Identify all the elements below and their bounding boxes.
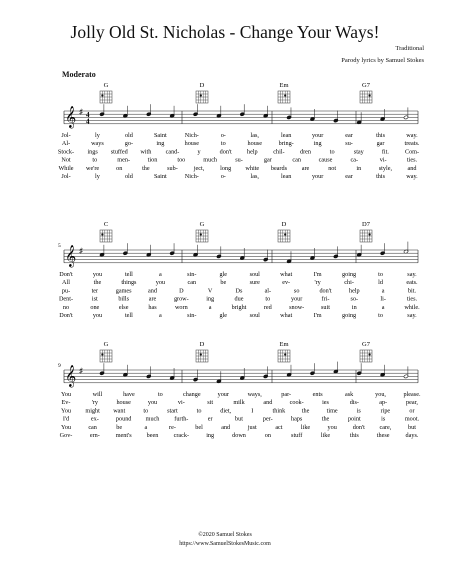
chord-symbol: G	[103, 82, 109, 89]
lyric-syllable: er	[207, 415, 213, 423]
measure-number: 9	[58, 363, 61, 369]
lyric-syllable: D	[179, 287, 184, 295]
lyric-syllable: worn	[174, 303, 188, 311]
lyric-syllable: sure	[249, 279, 260, 287]
lyric-syllable: stay	[353, 148, 364, 156]
lyric-syllable: Saint	[153, 173, 167, 180]
lyric-syllable: days.	[405, 432, 419, 439]
lyric-syllable: we're	[86, 164, 100, 172]
lyric-syllable: to	[143, 407, 149, 415]
lyric-syllable: can	[187, 279, 197, 287]
lyric-syllable: due	[234, 295, 244, 303]
lyric-syllable: 'ry	[314, 279, 321, 287]
lyric-syllable: time	[326, 407, 338, 415]
lyric-syllable: per-	[262, 415, 273, 423]
lyric-syllable: to	[196, 407, 202, 415]
lyric-syllable: you	[327, 423, 337, 431]
lyric-syllable: I'm	[313, 312, 322, 319]
lyric-syllable: cand-	[165, 148, 180, 156]
lyric-syllable: V	[207, 287, 213, 295]
lyric-syllable: your	[311, 132, 324, 139]
lyric-syllable: ties.	[406, 295, 418, 303]
lyric-syllable: lean	[281, 173, 292, 180]
lyric-syllable: too	[177, 156, 186, 164]
lyric-syllable: Nich-	[184, 132, 199, 139]
chord-symbol: C	[103, 221, 109, 228]
lyric-syllable: Dent-	[58, 295, 74, 303]
chord-symbol: G	[199, 221, 205, 228]
treble-clef-icon: 𝄞	[65, 246, 77, 267]
lyric-syllable: care,	[379, 423, 392, 431]
lyric-syllable: style,	[378, 164, 393, 172]
lyric-syllable: what	[280, 312, 293, 319]
lyric-syllable: gar	[263, 156, 272, 164]
lyric-syllable: Al-	[61, 140, 71, 148]
lyric-syllable: I	[251, 407, 254, 415]
composer-credit: Traditional	[395, 45, 424, 52]
lyric-syllable: help	[349, 287, 360, 295]
staff-system	[58, 341, 421, 439]
lyric-syllable: stuffed	[110, 148, 128, 156]
lyric-syllable: no	[62, 303, 70, 311]
staff-system	[58, 221, 420, 319]
lyric-syllable: say.	[407, 312, 417, 319]
lyric-syllable: chil-	[273, 148, 285, 156]
lyric-syllable: things	[121, 279, 137, 287]
lyric-syllable: ripe	[380, 407, 391, 415]
lyric-syllable: su-	[345, 140, 353, 148]
lyric-syllable: I'd	[62, 415, 70, 423]
website-link[interactable]: https://www.SamuelStokesMusic.com	[179, 541, 271, 547]
lyric-syllable: Nich-	[184, 173, 199, 180]
lyric-syllable: to	[265, 295, 271, 303]
lyric-syllable: white	[245, 164, 260, 172]
time-signature: 4	[86, 111, 90, 119]
lyric-syllable: be	[220, 279, 227, 287]
lyric-syllable: pear,	[406, 399, 418, 407]
lyric-syllable: this	[376, 173, 386, 180]
lyric-syllable: las,	[250, 173, 259, 180]
lyric-syllable: a	[381, 287, 385, 295]
lyric-syllable: Gov-	[59, 432, 73, 439]
lyric-syllable: not	[328, 164, 337, 172]
chord-finger-dot	[200, 94, 202, 96]
lyric-syllable: a	[208, 303, 212, 311]
lyric-syllable: to	[157, 391, 163, 398]
chord-symbol: D	[199, 82, 205, 89]
lyric-syllable: don't	[352, 423, 365, 431]
lyric-syllable: much	[203, 156, 218, 164]
lyric-syllable: has	[148, 303, 157, 311]
lyric-syllable: while.	[404, 303, 420, 311]
lyric-syllable: dren	[300, 148, 312, 156]
chord-symbol: G7	[362, 82, 370, 89]
lyric-syllable: these	[376, 432, 390, 439]
lyric-syllable: a	[158, 271, 162, 278]
lyric-syllable: your	[311, 173, 324, 180]
chord-finger-dot	[200, 233, 202, 235]
lyric-syllable: else	[118, 303, 129, 311]
lyric-syllable: on	[264, 432, 271, 439]
lyric-syllable: eats.	[406, 279, 418, 287]
chord-symbol: Em	[279, 341, 289, 348]
lyric-syllable: you	[92, 271, 103, 278]
lyric-syllable: Jol-	[61, 132, 71, 139]
lyric-syllable: ies	[322, 399, 329, 407]
lyric-syllable: with	[140, 148, 152, 156]
lyric-syllable: a	[158, 312, 162, 319]
lyric-syllable: cook-	[289, 399, 304, 407]
lyric-syllable: down	[232, 432, 246, 439]
key-signature-sharp-icon: ♯	[79, 366, 83, 375]
lyric-syllable: Don't	[59, 312, 73, 319]
lyric-syllable: Jol-	[61, 173, 71, 180]
lyric-syllable: beards	[270, 164, 288, 172]
lyric-syllable: ents	[312, 391, 323, 398]
lyric-syllable: li-	[380, 295, 386, 303]
lyric-syllable: and	[221, 423, 231, 431]
lyric-syllable: While	[58, 164, 74, 172]
lyric-syllable: ways,	[247, 391, 262, 398]
lyric-syllable: ev-	[282, 279, 291, 287]
lyric-syllable: want	[113, 407, 126, 415]
lyric-syllable: and	[148, 287, 157, 295]
chord-finger-dot	[101, 94, 103, 96]
lyric-syllable: might	[85, 407, 100, 415]
measure-number: 5	[58, 243, 61, 249]
lyric-syllable: the	[321, 415, 330, 423]
lyric-syllable: a	[381, 303, 385, 311]
time-signature: 4	[86, 117, 90, 126]
lyric-syllable: tion	[147, 156, 158, 164]
lyric-syllable: o-	[220, 173, 226, 180]
lyric-syllable: can	[88, 423, 97, 431]
lyric-syllable: grow-	[173, 295, 189, 303]
lyric-syllable: your	[217, 391, 229, 398]
lyric-syllable: this	[349, 432, 359, 439]
lyric-syllable: to	[92, 156, 98, 164]
lyric-syllable: your	[290, 295, 303, 303]
lyric-syllable: soul	[249, 312, 260, 319]
lyric-syllable: ear	[345, 132, 353, 139]
treble-clef-icon: 𝄞	[65, 366, 77, 387]
lyric-syllable: this	[376, 132, 386, 139]
lyric-syllable: what	[280, 271, 293, 278]
lyric-syllable: help	[246, 148, 258, 156]
lyric-syllable: red	[263, 303, 272, 311]
lyric-syllable: pound	[115, 415, 132, 423]
lyric-syllable: Com-	[404, 148, 420, 156]
lyric-syllable: like	[300, 423, 311, 431]
lyric-syllable: Don't	[59, 271, 73, 278]
lyric-syllable: ties.	[406, 156, 418, 164]
lyric-syllable: been	[146, 432, 159, 439]
lyric-syllable: ings	[87, 148, 98, 156]
lyric-syllable: sin-	[187, 271, 197, 278]
lyric-syllable: al-	[264, 287, 272, 295]
lyric-syllable: can	[292, 156, 301, 164]
lyric-syllable: ex-	[90, 415, 99, 423]
chord-symbol: Em	[279, 82, 289, 89]
lyric-syllable: soul	[249, 271, 260, 278]
lyric-syllable: is	[356, 407, 361, 415]
lyric-syllable: 'ry	[91, 399, 98, 407]
chord-symbol: D7	[362, 221, 370, 228]
lyric-syllable: but	[235, 415, 243, 423]
lyric-syllable: to	[378, 271, 383, 278]
lyric-syllable: don't	[219, 148, 232, 156]
lyric-syllable: go-	[124, 140, 134, 148]
chord-finger-dot	[284, 233, 286, 235]
copyright-notice: ©2020 Samuel Stokes	[198, 532, 252, 538]
lyric-syllable: Saint	[153, 132, 167, 139]
lyric-syllable: ing	[206, 432, 215, 439]
lyric-syllable: and	[263, 399, 273, 407]
chord-finger-dot	[101, 353, 103, 355]
lyric-syllable: ap-	[379, 399, 388, 407]
lyric-syllable: moot.	[404, 415, 420, 423]
lyric-syllable: in	[356, 164, 362, 172]
lyric-syllable: bring-	[278, 140, 294, 148]
chord-finger-dot	[369, 233, 371, 235]
lyric-syllable: don't	[319, 287, 332, 295]
lyric-syllable: gle	[219, 312, 228, 319]
song-title: Jolly Old St. Nicholas - Change Your Ways!	[70, 22, 380, 42]
lyric-syllable: bright	[231, 303, 247, 311]
lyric-syllable: house	[184, 140, 200, 148]
lyric-syllable: much	[145, 415, 160, 423]
chord-finger-dot	[101, 233, 103, 235]
lyric-syllable: You	[60, 407, 72, 415]
lyric-syllable: Stock-	[57, 148, 75, 156]
lyric-syllable: pu-	[61, 287, 71, 295]
lyric-syllable: sin-	[187, 312, 197, 319]
lyric-syllable: ask	[344, 391, 354, 398]
lyric-syllable: ly	[95, 173, 100, 180]
lyric-syllable: one	[90, 303, 100, 311]
chord-symbol: D	[199, 341, 205, 348]
lyric-syllable: old	[124, 132, 133, 139]
lyric-syllable: the	[93, 279, 102, 287]
lyric-syllable: lean	[281, 132, 292, 139]
lyric-syllable: ing	[206, 295, 215, 303]
lyric-syllable: start	[167, 407, 178, 415]
lyric-syllable: su-	[235, 156, 243, 164]
lyric-syllable: and	[407, 164, 417, 172]
lyric-syllable: gle	[219, 271, 228, 278]
lyric-syllable: just	[247, 423, 257, 431]
lyric-syllable: gar	[376, 140, 385, 148]
lyric-syllable: sit	[207, 399, 214, 407]
lyric-syllable: ear	[345, 173, 353, 180]
lyric-syllable: ca-	[350, 156, 359, 164]
chord-finger-dot	[200, 353, 202, 355]
lyric-syllable: is	[381, 415, 386, 423]
lyric-syllable: think	[272, 407, 286, 415]
lyric-syllable: All	[62, 279, 70, 287]
lyric-syllable: house	[247, 140, 262, 148]
lyric-syllable: par-	[281, 391, 292, 398]
lyric-syllable: you,	[375, 391, 386, 398]
lyric-syllable: cause	[318, 156, 333, 164]
lyric-syllable: are	[301, 164, 310, 172]
lyric-syllable: to	[378, 312, 383, 319]
lyric-syllable: long	[220, 164, 232, 172]
lyric-syllable: act	[275, 423, 283, 431]
lyric-syllable: to	[220, 140, 226, 148]
lyric-syllable: haps	[290, 415, 303, 423]
lyric-syllable: men-	[117, 156, 131, 164]
lyric-syllable: ject,	[193, 164, 205, 172]
lyric-syllable: fit.	[381, 148, 389, 156]
lyric-syllable: ing	[313, 140, 322, 148]
lyric-syllable: are	[148, 295, 157, 303]
lyric-syllable: so	[293, 287, 300, 295]
lyric-syllable: dis-	[349, 399, 359, 407]
lyric-syllable: I'm	[313, 271, 322, 278]
lyric-syllable: snow-	[289, 303, 305, 311]
lyric-syllable: diet,	[220, 407, 232, 415]
lyric-syllable: to	[329, 148, 335, 156]
lyric-syllable: Not	[61, 156, 71, 164]
lyricist-credit: Parody lyrics by Samuel Stokes	[341, 57, 424, 64]
lyric-syllable: bel	[195, 423, 203, 431]
lyric-syllable: old	[124, 173, 133, 180]
lyric-syllable: Ev-	[61, 399, 71, 407]
lyric-syllable: way.	[406, 132, 418, 139]
treble-clef-icon: 𝄞	[65, 107, 77, 128]
lyric-syllable: say.	[407, 271, 417, 278]
lyric-syllable: house	[116, 399, 131, 407]
lyric-syllable: y	[197, 148, 201, 156]
key-signature-sharp-icon: ♯	[79, 107, 83, 116]
lyric-syllable: tell	[124, 312, 133, 319]
lyric-syllable: you	[147, 399, 158, 407]
lyric-syllable: you	[155, 279, 166, 287]
lyric-syllable: ld	[378, 279, 383, 287]
lyric-syllable: the	[142, 164, 150, 172]
lyric-syllable: a	[144, 423, 148, 431]
lyric-syllable: the	[301, 407, 310, 415]
lyric-syllable: ern-	[89, 432, 100, 439]
lyric-syllable: re-	[169, 423, 176, 431]
lyric-syllable: treats.	[404, 140, 420, 148]
lyric-syllable: so-	[350, 295, 359, 303]
lyric-syllable: chi-	[344, 279, 354, 287]
lyric-syllable: vi-	[379, 156, 387, 164]
lyric-syllable: ist	[91, 295, 98, 303]
chord-symbol: G7	[362, 341, 370, 348]
lyric-syllable: You	[60, 391, 72, 398]
tempo-marking: Moderato	[62, 70, 96, 79]
lyric-syllable: vi-	[177, 399, 185, 407]
lyric-syllable: way.	[406, 173, 418, 180]
chord-symbol: D	[281, 221, 287, 228]
lyric-syllable: going	[342, 312, 357, 319]
lyric-syllable: you	[92, 312, 103, 319]
lyric-syllable: bit.	[407, 287, 417, 295]
lyric-syllable: have	[123, 391, 135, 398]
key-signature-sharp-icon: ♯	[79, 246, 83, 255]
lyric-syllable: stuff	[291, 432, 303, 439]
chord-finger-dot	[369, 353, 371, 355]
lyric-syllable: be	[116, 423, 123, 431]
lyric-syllable: change	[183, 391, 201, 398]
lyric-syllable: milk	[233, 399, 245, 407]
lyric-syllable: las,	[250, 132, 259, 139]
lyric-syllable: going	[342, 271, 357, 278]
lyric-syllable: in	[351, 303, 357, 311]
lyric-syllable: ways	[91, 140, 104, 148]
lyric-syllable: Ds	[235, 287, 243, 295]
chord-finger-dot	[284, 353, 286, 355]
lyric-syllable: tell	[124, 271, 133, 278]
lyric-syllable: ly	[95, 132, 100, 139]
lyric-syllable: furth-	[174, 415, 189, 423]
lyric-syllable: bills	[118, 295, 130, 303]
chord-symbol: G	[103, 341, 109, 348]
lyric-syllable: ter	[91, 287, 99, 295]
lyric-syllable: ing	[156, 140, 165, 148]
staff-system	[58, 82, 420, 180]
chord-finger-dot	[369, 94, 371, 96]
lyric-syllable: on	[116, 164, 123, 172]
lyric-syllable: but	[408, 423, 416, 431]
lyric-syllable: please.	[403, 391, 421, 398]
lyric-syllable: ment's	[115, 432, 132, 439]
lyric-syllable: or	[409, 407, 415, 415]
lyric-syllable: will	[92, 391, 103, 398]
lyric-syllable: like	[320, 432, 331, 439]
lyric-syllable: crack-	[173, 432, 190, 439]
lyric-syllable: sub-	[167, 164, 178, 172]
lyric-syllable: suit	[321, 303, 330, 311]
lyric-syllable: games	[115, 287, 132, 295]
chord-finger-dot	[284, 94, 286, 96]
lyric-syllable: point	[347, 415, 361, 423]
lyric-syllable: You	[60, 423, 72, 431]
lyric-syllable: fri-	[321, 295, 330, 303]
lyric-syllable: o-	[220, 132, 226, 139]
